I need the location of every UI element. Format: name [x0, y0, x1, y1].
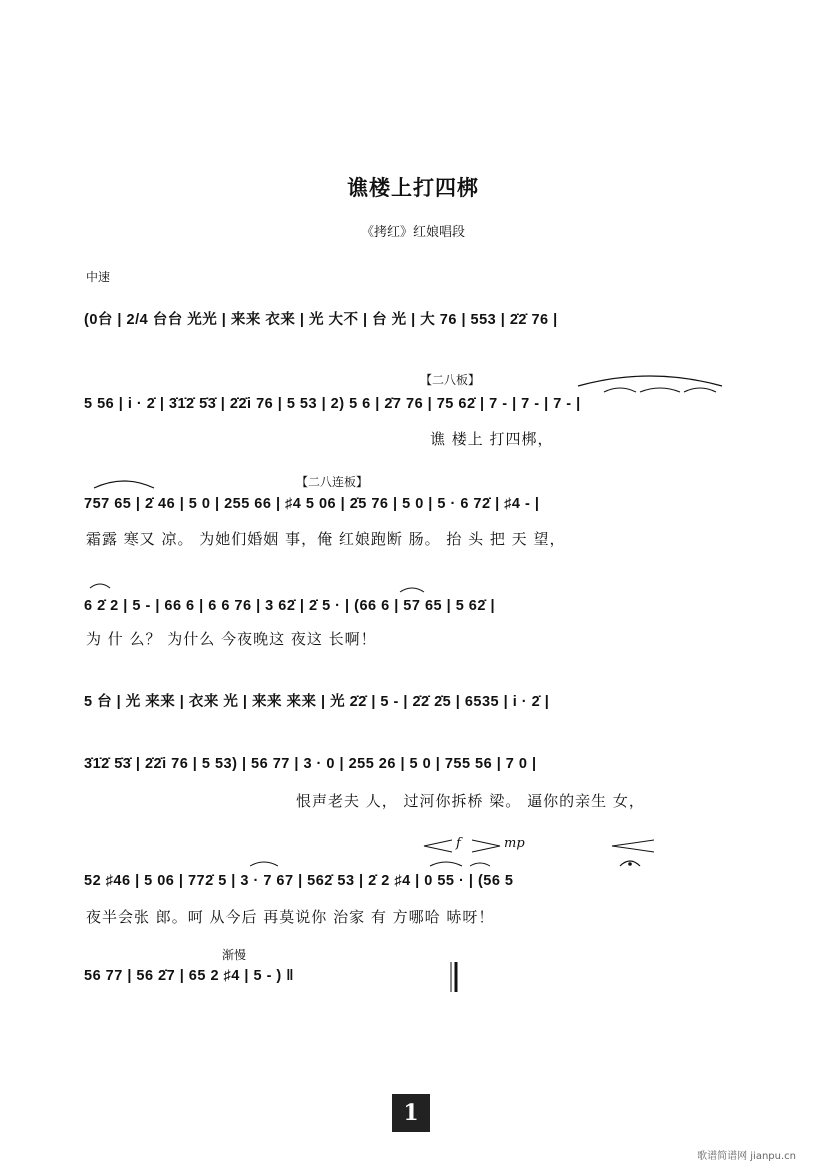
page-number: 1	[392, 1094, 430, 1132]
section-marker-erba-lianban: 【二八连板】	[296, 475, 369, 489]
slur-arc	[400, 588, 424, 592]
crescendo-hairpin	[612, 840, 654, 852]
slur-arc	[684, 388, 716, 392]
score-stave-8: 56 77 | 56 2̇7 | 65 2 ♯4 | 5 - ) ‖	[84, 968, 294, 984]
score-stave-5: 5 台 | 光 来来 | 衣来 光 | 来来 来来 | 光 2̇2̇ | 5 - | 2̇2̇ 2̇5 | 6535 | i · 2̇ |	[84, 694, 550, 710]
score-stave-6: 3̇1̇2̇ 5̇3̇ | 2̇2̇i 76 | 5 53) | 56 77 | 3 · 0 | 255 26 | 5 0 | 755 56 | 7 0 |	[84, 756, 537, 772]
watermark: 歌谱简谱网 jianpu.cn	[697, 1151, 796, 1162]
slur-arc	[578, 376, 722, 386]
tempo-change-marking: 渐慢	[222, 948, 247, 962]
crescendo-hairpin	[424, 840, 452, 852]
lyric-line-4: 恨声老夫 人， 过河你拆桥 梁。 逼你的亲生 女，	[296, 792, 645, 810]
lyric-line-1: 谯 楼上 打四梆，	[430, 430, 554, 448]
score-stave-7: 52 ♯46 | 5 06 | 772̇ 5 | 3 · 7 67 | 562̇ 53 | 2̇ 2 ♯4 | 0 55 · | (56 5	[84, 873, 514, 889]
slur-arc	[640, 388, 680, 392]
slur-arc	[604, 388, 636, 392]
lyric-line-5: 夜半会张 郎。呵 从今后 再莫说你 治家 有 方哪哈 哧呀！	[86, 908, 495, 926]
song-title: 谯楼上打四梆	[347, 176, 479, 200]
song-subtitle: 《拷红》红娘唱段	[360, 225, 465, 240]
lyric-line-3: 为 什 么？ 为什么 今夜晚这 夜这 长啊！	[86, 630, 377, 648]
fermata-dot	[628, 862, 632, 866]
slur-arc	[90, 584, 110, 588]
dynamic-mezzo-piano: mp	[504, 836, 525, 851]
slur-arc	[94, 481, 154, 488]
slur-arc	[470, 863, 490, 866]
slur-arc	[250, 862, 278, 866]
tempo-marking: 中速	[86, 270, 111, 284]
lyric-line-2: 霜露 寒又 凉。 为她们婚姻 事，俺 红娘跑断 肠。 抬 头 把 天 望，	[86, 530, 566, 548]
slur-arc	[430, 862, 462, 866]
score-stave-3: 757 65 | 2̇ 46 | 5 0 | 255 66 | ♯4 5 06 | 2̇5 76 | 5 0 | 5 · 6 72̇ | ♯4 - |	[84, 496, 540, 512]
score-stave-2: 5 56 | i · 2̇ | 3̇1̇2̇ 5̇3̇ | 2̇2̇i 76 | 5 53 | 2) 5 6 | 2̇7 76 | 75 62̇ | 7 - | 7 - | 7 - |	[84, 396, 581, 412]
decrescendo-hairpin	[472, 840, 500, 852]
score-stave-1: (0台 | 2/4 台台 光光 | 来来 衣来 | 光 大不 | 台 光 | 大 76 | 553 | 2̇2̇ 76 |	[84, 312, 558, 328]
dynamic-forte: f	[456, 836, 461, 851]
section-marker-erba: 【二八板】	[420, 373, 481, 387]
score-stave-4: 6 2̇ 2 | 5 - | 66 6 | 6 6 76 | 3 62̇ | 2̇ 5 · | (66 6 | 57 65 | 5 62̇ |	[84, 598, 495, 614]
